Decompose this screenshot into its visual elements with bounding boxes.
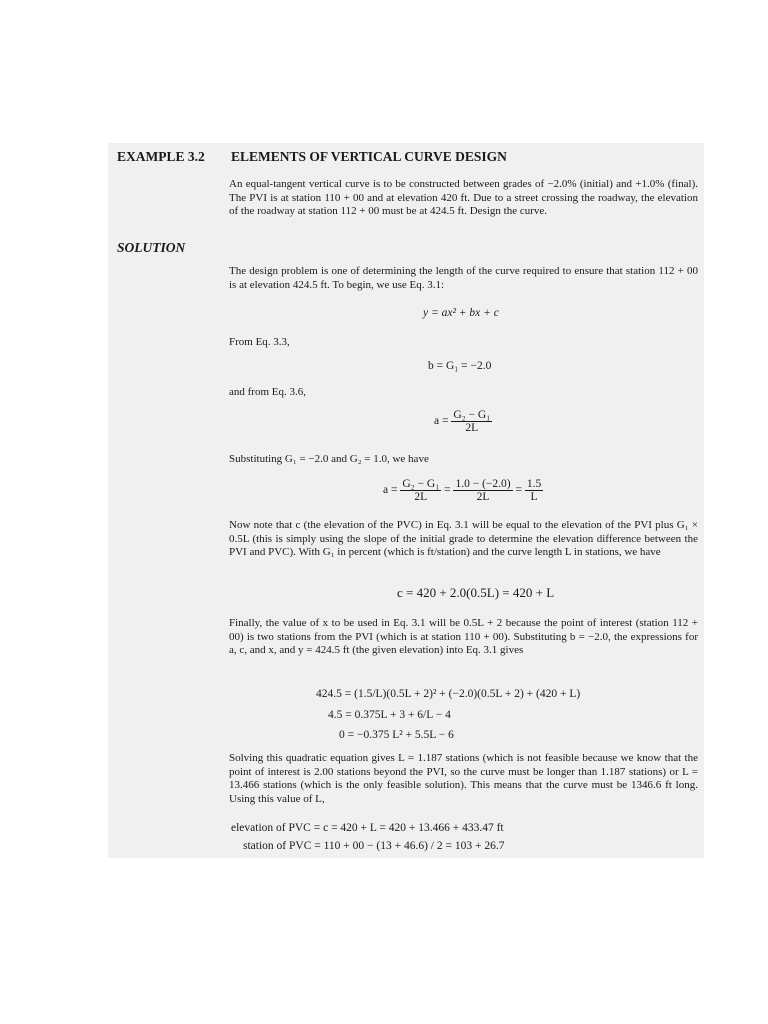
equation-6c: 0 = −0.375 L² + 5.5L − 6	[339, 729, 454, 741]
equation-5: c = 420 + 2.0(0.5L) = 420 + L	[397, 585, 555, 600]
eq4-lhs: a =	[383, 484, 398, 497]
paragraph-3: and from Eq. 3.6,	[229, 386, 306, 398]
eq3-lhs: a =	[434, 415, 449, 428]
paragraph-2: From Eq. 3.3,	[229, 336, 290, 348]
eq4-f3-denominator: L	[530, 491, 538, 503]
equation-1: y = ax² + bx + c	[423, 307, 499, 319]
eq3-fraction	[451, 409, 492, 434]
eq4-f2-denominator: 2L	[476, 491, 490, 503]
equation-2: b = G₁ = −2.0	[428, 360, 492, 372]
paragraph-4: Substituting G₁ = −2.0 and G₂ = 1.0, we have	[229, 453, 429, 465]
paragraph-7: Solving this quadratic equation gives L = 1.187 stations (which is not feasible because we know that the point of interest is 2.00 stations beyond the PVI, so the curve must be longer than 1.187 stations) or L = 13.466 stations (which is the only feasible solution). This means that the curve must be 1346.6 ft long. Using this value of L,	[229, 752, 698, 805]
paragraph-5: Now note that c (the elevation of the PVC) in Eq. 3.1 will be equal to the elevation of the PVI plus G₁ × 0.5L (this is simply using the slope of the initial grade to determine the elevation difference between the PVI and PVC). With G₁ in percent (which is ft/station) and the curve length L in stations, we have	[229, 519, 698, 559]
eq4-fraction-1	[400, 478, 441, 503]
eq3-numerator: G₂ − G₁	[453, 409, 491, 421]
eq3-denominator: 2L	[465, 422, 479, 434]
equation-6a: 424.5 = (1.5/L)(0.5L + 2)² + (−2.0)(0.5L + 2) + (420 + L)	[316, 688, 581, 700]
equation-7b: station of PVC = 110 + 00 − (13 + 46.6) / 2 = 103 + 26.7	[243, 840, 505, 852]
equation-7a: elevation of PVC = c = 420 + L = 420 + 13.466 + 433.47 ft	[231, 822, 504, 834]
solution-label: SOLUTION	[117, 240, 186, 255]
eq4-f2-numerator: 1.0 − (−2.0)	[455, 478, 511, 490]
eq4-f1-denominator: 2L	[414, 491, 428, 503]
example-title: ELEMENTS OF VERTICAL CURVE DESIGN	[231, 149, 507, 164]
example-label: EXAMPLE 3.2	[117, 149, 205, 164]
eq4-fraction-3	[525, 478, 543, 503]
problem-text: An equal-tangent vertical curve is to be constructed between grades of −2.0% (initial) and +1.0% (final). The PVI is at station 110 + 00 and at elevation 420 ft. Due to a street crossing the roadway, the elevation of the roadway at station 112 + 00 must be at 424.5 ft. Design the curve.	[229, 178, 698, 218]
eq4-fraction-2	[453, 478, 512, 503]
equation-4: a = $\frac{\text{G₂ − G₁}}{2L}$ = $\frac{1.0 - (-2.0)}{2L}$ = $\frac{1.5}{L}$	[383, 478, 542, 503]
paragraph-6: Finally, the value of x to be used in Eq. 3.1 will be 0.5L + 2 because the point of interest (station 112 + 00) is two stations from the PVI (which is at station 110 + 00). Substituting b = −2.0, the expressions for a, c, and x, and y = 424.5 ft (the given elevation) into Eq. 3.1 gives	[229, 617, 698, 657]
eq4-f1-numerator: G₂ − G₁	[402, 478, 440, 490]
equation-6b: 4.5 = 0.375L + 3 + 6/L − 4	[328, 709, 451, 721]
eq4-f3-numerator: 1.5	[526, 478, 542, 490]
equation-3	[434, 409, 492, 434]
paragraph-1: The design problem is one of determining the length of the curve required to ensure that station 112 + 00 is at elevation 424.5 ft. To begin, we use Eq. 3.1:	[229, 265, 698, 291]
